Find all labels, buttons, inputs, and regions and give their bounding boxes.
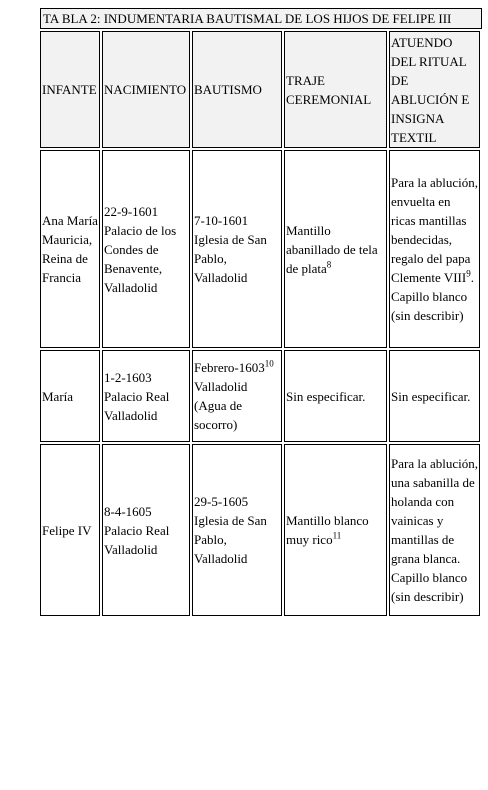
footnote-ref: 9 (466, 268, 471, 279)
cell-infante: Felipe IV (40, 444, 100, 616)
header-bautismo: BAUTISMO (192, 31, 282, 148)
cell-atuendo: Sin especificar. (389, 350, 480, 442)
table-row (40, 444, 480, 616)
cell-nacimiento (102, 444, 190, 616)
header-infante: INFANTE (40, 31, 100, 148)
header-nacimiento: NACIMIENTO (102, 31, 190, 148)
baptism-date: 29-5-1605 (194, 494, 249, 509)
cell-nacimiento (102, 150, 190, 348)
cell-traje: Mantillo abanillado de tela de plata$^8$ (284, 150, 387, 348)
cell-infante: Ana María Mauricia, Reina de Francia (40, 150, 100, 348)
birth-place: Palacio Real Valladolid (104, 522, 170, 557)
footnote-ref: 8 (326, 259, 332, 270)
footnote-ref: 10 (264, 358, 274, 369)
header-traje: TRAJE CEREMONIAL (284, 31, 387, 148)
birth-date: 1-2-1603 (104, 369, 152, 385)
footnote-ref: 11 (332, 530, 342, 541)
cell-bautismo (192, 350, 282, 442)
table-caption: TA BLA 2: INDUMENTARIA BAUTISMAL DE LOS HIJOS DE FELIPE III (40, 8, 482, 29)
cell-bautismo (192, 150, 282, 348)
cell-nacimiento (102, 350, 190, 442)
table-row (40, 150, 480, 348)
table-row (40, 350, 480, 442)
birth-date: 8-4-1605 (104, 503, 152, 519)
baptism-table (38, 29, 482, 618)
baptism-place: Iglesia de San Pablo, Valladolid (194, 232, 267, 285)
baptism-date: 7-10-1601 (194, 213, 249, 228)
cell-traje: Sin especificar. (284, 350, 387, 442)
baptism-table-container (40, 8, 482, 618)
table-header-row (40, 31, 480, 148)
baptism-place: Valladolid (Agua de socorro) (194, 379, 248, 432)
birth-date: 22-9-1601 (104, 203, 159, 219)
cell-bautismo (192, 444, 282, 616)
cell-atuendo: Para la ablución, una sabanilla de holanda con vainicas y mantillas de grana blanca. Capillo blanco (sin describir) (389, 444, 480, 616)
baptism-place: Iglesia de San Pablo, Valladolid (194, 513, 267, 566)
baptism-date: Febrero-1603$^{10}$ (194, 358, 274, 375)
cell-traje: Mantillo blanco muy rico$^{11}$ (284, 444, 387, 616)
birth-place: Palacio de los Condes de Benavente, Valladolid (104, 222, 177, 295)
header-atuendo: ATUENDO DEL RITUAL DE ABLUCIÓN E INSIGNA TEXTIL (389, 31, 480, 148)
cell-atuendo: Para la ablución, envuelta en ricas mantillas bendecidas, regalo del papa Clemente VIII$^9$. Capillo blanco (sin describir) (389, 150, 480, 348)
cell-infante: María (40, 350, 100, 442)
birth-place: Palacio Real Valladolid (104, 388, 170, 423)
